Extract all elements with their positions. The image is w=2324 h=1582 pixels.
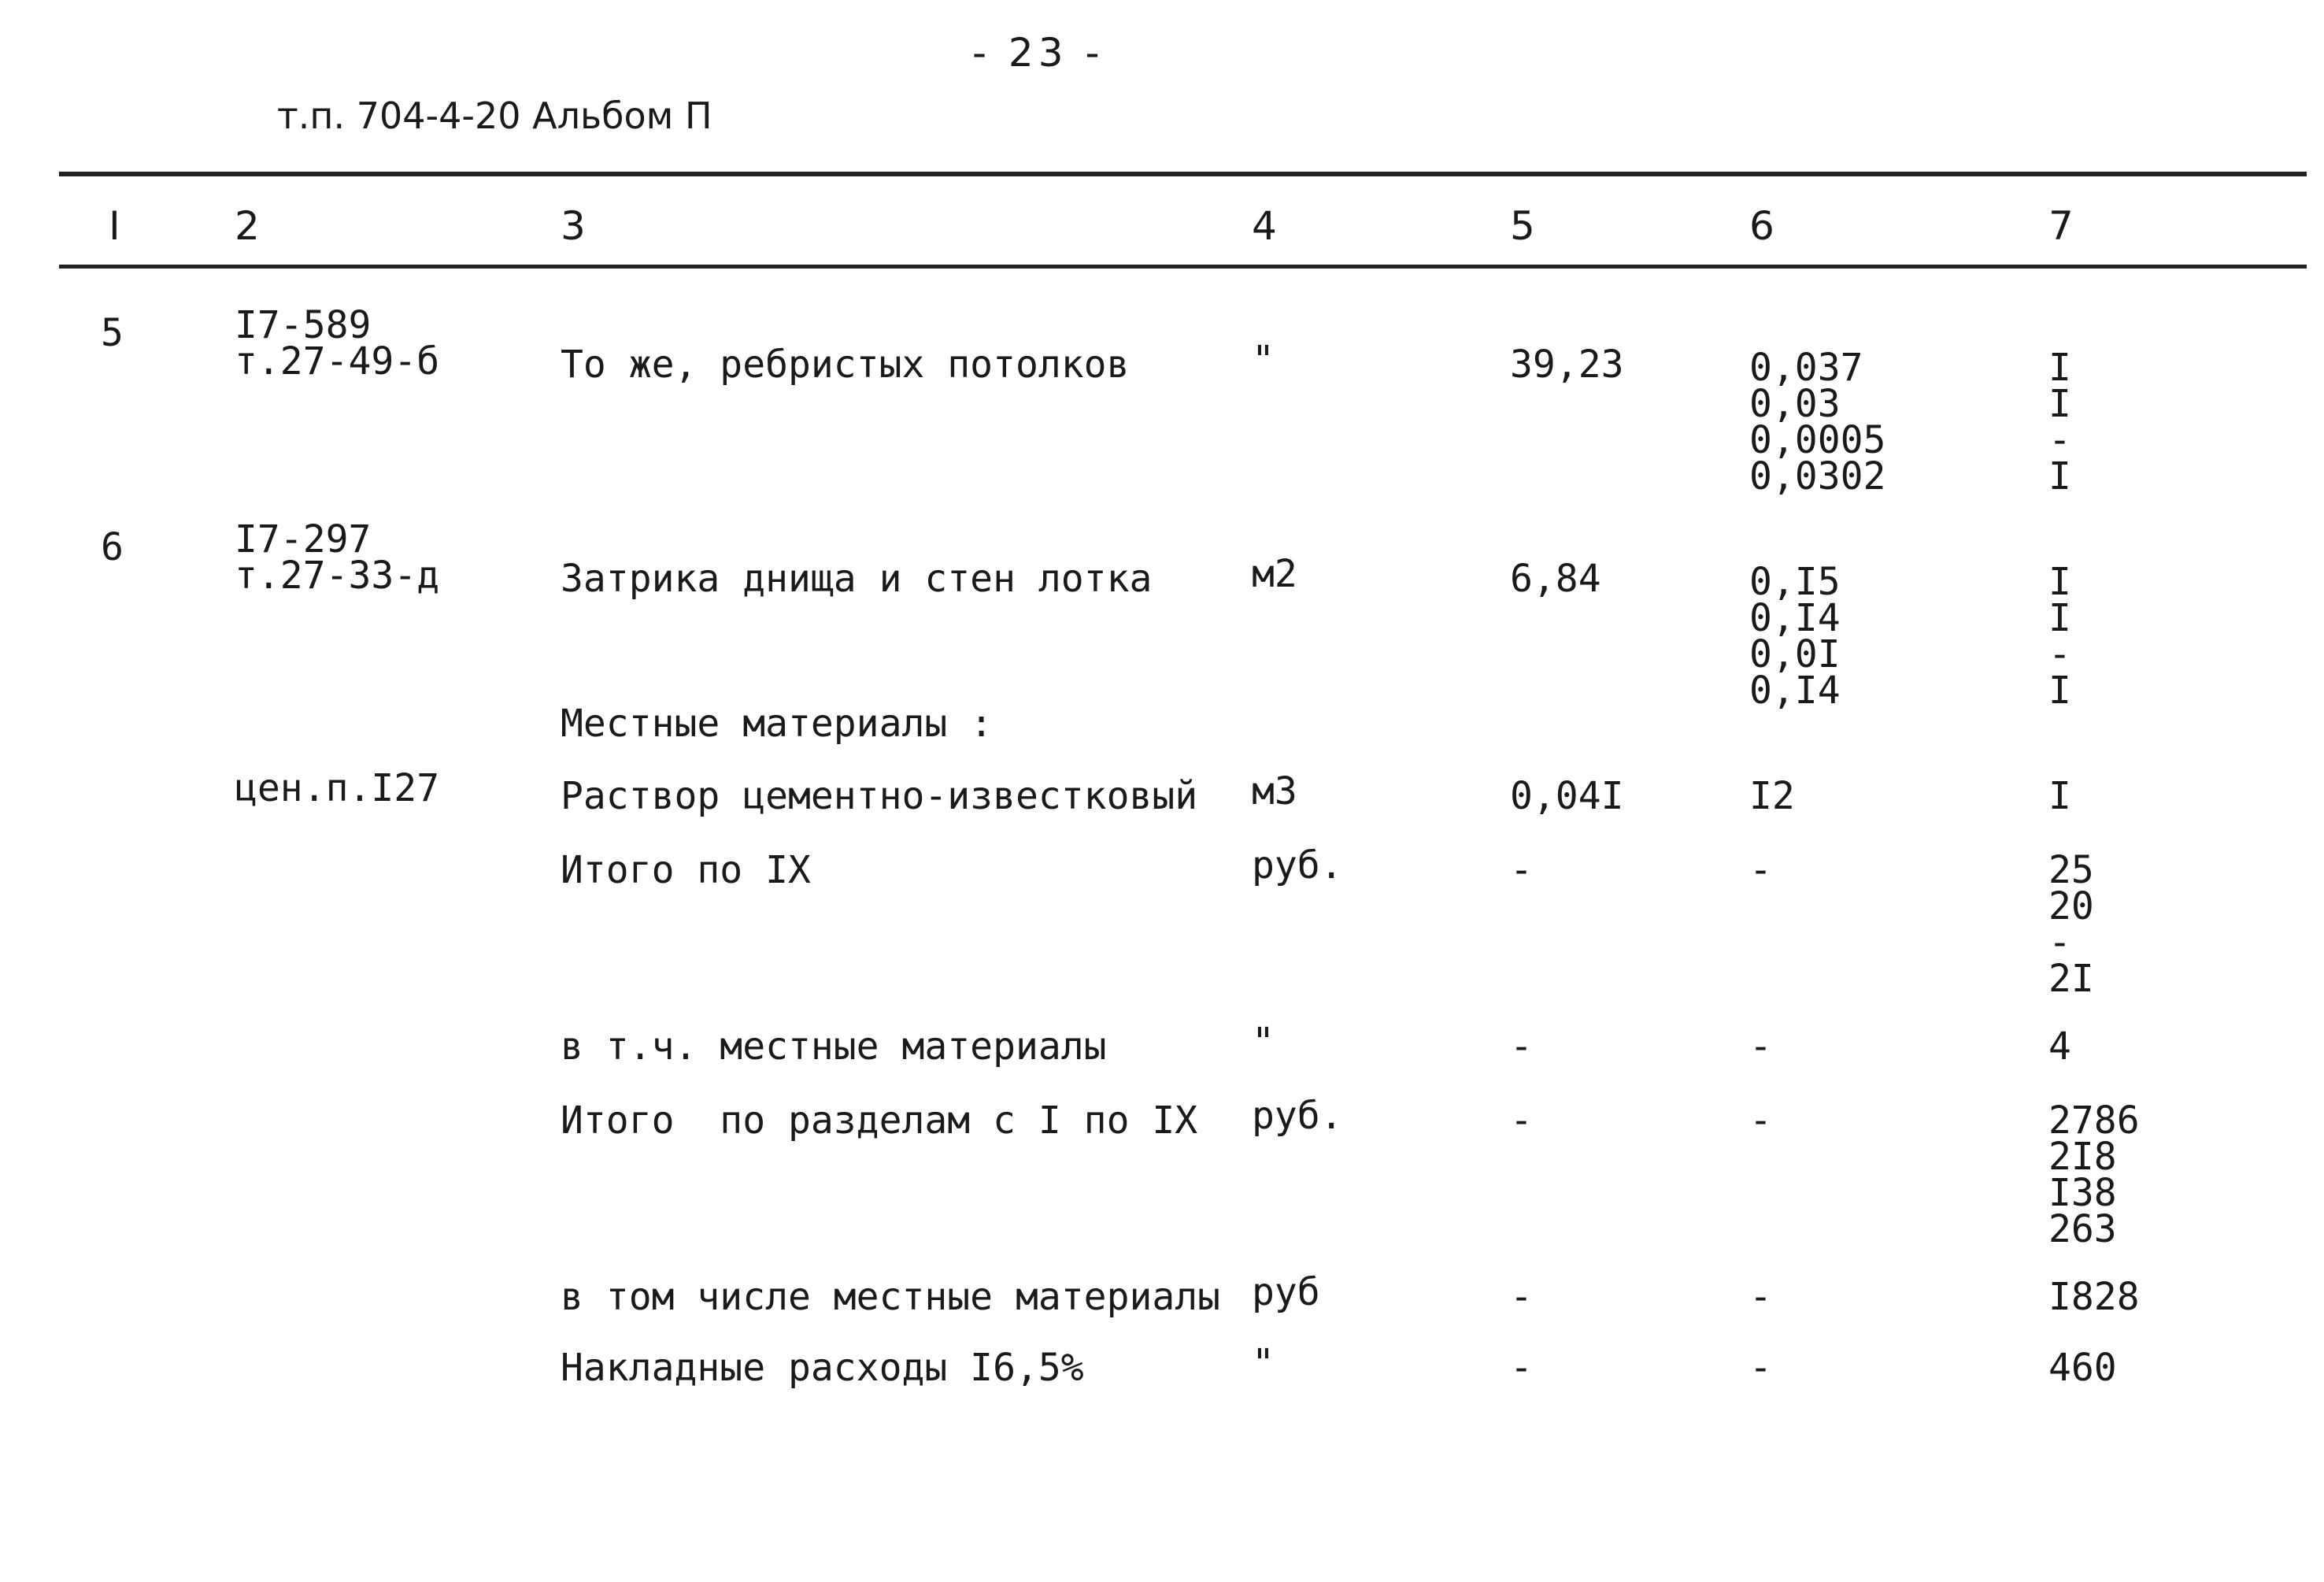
col7-line: 2I [2048, 957, 2094, 1001]
col6-line: - [1749, 848, 1772, 892]
col6-line: - [1749, 1346, 1772, 1390]
table-top-rule [59, 172, 2307, 176]
column-header-3: 3 [561, 203, 586, 249]
col7-line: I [2048, 596, 2071, 640]
col6-line: 0,0I [1749, 632, 1841, 676]
row-col7 [2048, 774, 2071, 818]
col7-line: 4 [2048, 1024, 2071, 1069]
column-header-4: 4 [1252, 203, 1277, 249]
row-quantity: 6,84 [1510, 557, 1601, 601]
row-quantity: 0,04I [1510, 774, 1624, 818]
table-header-rule [59, 265, 2307, 269]
row-col7 [2048, 1275, 2140, 1319]
row-unit: руб. [1252, 1094, 1343, 1138]
col6-line: 0,03 [1749, 382, 1841, 426]
row-code [235, 303, 440, 383]
row-quantity: - [1510, 848, 1533, 892]
col7-line: I [2048, 560, 2071, 604]
row-col6 [1749, 848, 1772, 892]
row-quantity: - [1510, 1024, 1533, 1069]
row-unit: руб. [1252, 843, 1343, 887]
row-unit: " [1252, 1341, 1275, 1385]
row-col6 [1749, 1346, 1772, 1390]
row-description: в т.ч. местные материалы [561, 1024, 1107, 1069]
row-col7 [2048, 1099, 2140, 1251]
col6-line: 0,I4 [1749, 596, 1841, 640]
col7-line: - [2048, 418, 2071, 462]
row-col7 [2048, 1346, 2117, 1390]
col7-line: I [2048, 346, 2071, 390]
row-col7 [2048, 1024, 2071, 1069]
code-line: I7-297 [235, 517, 372, 561]
col6-line: 0,I4 [1749, 669, 1841, 713]
row-description: Итого по разделам с I по IX [561, 1099, 1198, 1143]
column-header-5: 5 [1510, 203, 1535, 249]
col7-line: I38 [2048, 1171, 2117, 1215]
row-col7 [2048, 346, 2071, 498]
col7-line: 2786 [2048, 1099, 2140, 1143]
col7-line: 20 [2048, 884, 2094, 928]
row-description: Итого по IX [561, 848, 811, 892]
col7-line: I [2048, 669, 2071, 713]
col7-line: I828 [2048, 1275, 2140, 1319]
row-code [235, 517, 440, 598]
row-col6 [1749, 560, 1841, 713]
col7-line: 2I8 [2048, 1135, 2117, 1179]
row-unit: " [1252, 338, 1275, 382]
col6-line: 0,0302 [1749, 454, 1886, 498]
row-col6 [1749, 774, 1795, 818]
row-description: То же, ребристых потолков [561, 343, 1130, 387]
col6-line: - [1749, 1024, 1772, 1069]
col6-line: - [1749, 1275, 1772, 1319]
column-header-1: I [109, 203, 120, 249]
col6-line: 0,037 [1749, 346, 1863, 390]
code-line: I7-589 [235, 303, 372, 347]
row-col6 [1749, 1099, 1772, 1143]
col7-line: I [2048, 454, 2071, 498]
row-code [235, 766, 440, 810]
row-description: в том числе местные материалы [561, 1275, 1221, 1319]
row-unit: руб [1252, 1270, 1320, 1314]
code-line: т.27-33-д [235, 554, 440, 598]
col6-line: 0,0005 [1749, 418, 1886, 462]
row-col6 [1749, 1275, 1772, 1319]
row-quantity: - [1510, 1275, 1533, 1319]
code-line: т.27-49-б [235, 339, 440, 383]
document-reference: т.п. 704-4-20 Альбом П [277, 94, 712, 137]
row-quantity: 39,23 [1510, 343, 1624, 387]
col7-line: I [2048, 774, 2071, 818]
row-unit: " [1252, 1020, 1275, 1064]
col6-line: I2 [1749, 774, 1795, 818]
row-number: 6 [101, 525, 124, 569]
row-description: Затрика днища и стен лотка [561, 557, 1153, 601]
col7-line: - [2048, 921, 2071, 965]
col7-line: I [2048, 382, 2071, 426]
row-quantity: - [1510, 1099, 1533, 1143]
col6-line: - [1749, 1099, 1772, 1143]
code-line: цен.п.I27 [235, 766, 440, 810]
col7-line: 25 [2048, 848, 2094, 892]
row-quantity: - [1510, 1346, 1533, 1390]
col7-line: 460 [2048, 1346, 2117, 1390]
column-header-2: 2 [235, 203, 260, 249]
row-col7 [2048, 560, 2071, 713]
row-description: Местные материалы : [561, 702, 994, 746]
row-col6 [1749, 346, 1886, 498]
row-col7 [2048, 848, 2094, 1001]
row-number: 5 [101, 311, 124, 355]
row-unit: м3 [1252, 769, 1297, 813]
col7-line: 263 [2048, 1207, 2117, 1251]
page-number: - 23 - [972, 30, 1105, 76]
row-unit: м2 [1252, 552, 1297, 596]
row-description: Раствор цементно-известковый [561, 774, 1198, 818]
row-description: Накладные расходы I6,5% [561, 1346, 1084, 1390]
col7-line: - [2048, 632, 2071, 676]
column-header-7: 7 [2048, 203, 2074, 249]
column-header-6: 6 [1749, 203, 1774, 249]
row-col6 [1749, 1024, 1772, 1069]
col6-line: 0,I5 [1749, 560, 1841, 604]
